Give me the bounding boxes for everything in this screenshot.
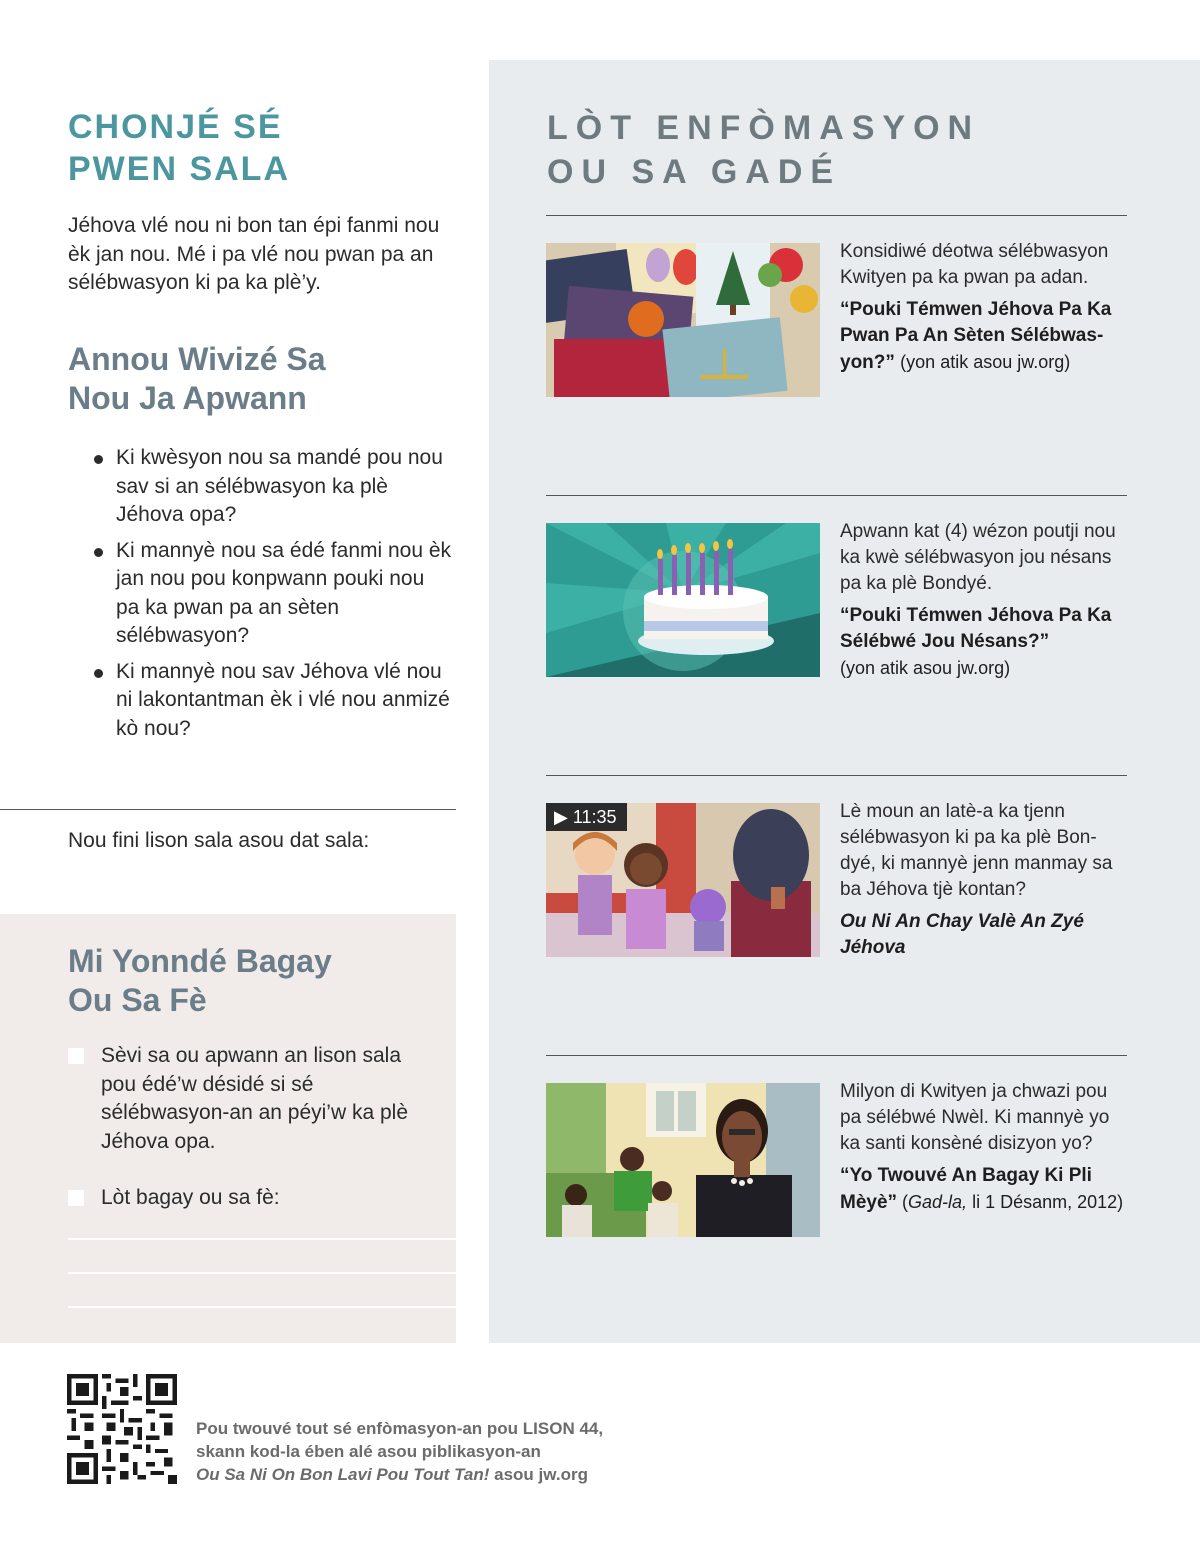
divider (546, 1055, 1127, 1056)
review-title: Annou Wivizé Sa Nou Ja Apwann (68, 341, 326, 416)
summary-title: CHONJÉ SÉ PWEN SALA (68, 108, 290, 188)
goals-panel (0, 914, 456, 1343)
resource-text (840, 1079, 1130, 1216)
holidays-thumbnail[interactable] (546, 243, 820, 397)
review-question: Ki mannyè nou sa édé fanmi nou èk jan nou pou konpwann pouki nou pa ka pwan pa an sèten sélébwasyon? (116, 538, 452, 647)
footer-site: asou jw.org (489, 1465, 588, 1484)
resource-description: Lè moun an latè-a ka tjenn sélébwasyon ki pa ka plè Bon-dyé, ki mannyè jenn manmay sa ba Jéhova tjè kontan? (840, 801, 1113, 900)
list-item (92, 444, 452, 530)
resource-description: Apwann kat (4) wézon poutji nou ka kwè sélébwasyon jou nésans pa ka plè Bondyé. (840, 521, 1116, 594)
write-in-line[interactable] (68, 1306, 456, 1308)
goal-checkbox[interactable] (68, 1190, 84, 1206)
note-magazine-title: Gad-la, (908, 1192, 968, 1212)
divider (546, 495, 1127, 496)
list-item (92, 537, 452, 651)
bullet-icon (94, 548, 103, 557)
resource-note (897, 1192, 1123, 1212)
bullet-icon (94, 455, 103, 464)
birthday-cake-thumbnail[interactable] (546, 523, 820, 677)
review-question: Ki mannyè nou sav Jéhova vlé nou ni lakontantman èk i vlé nou anmizé kò nou? (116, 659, 450, 740)
note-prefix: ( (897, 1192, 909, 1212)
resource-video-link[interactable]: Ou Ni An Chay Valè An Zyé Jéhova (840, 911, 1084, 958)
resource-magazine-link[interactable] (840, 1163, 1130, 1216)
footer-note (196, 1417, 656, 1486)
footer-line (196, 1463, 656, 1486)
list-item (92, 658, 452, 744)
resource-note: (yon atik asou jw.org) (840, 658, 1011, 678)
footer-line: skann kod-la ében alé asou piblikasyon-an (196, 1442, 541, 1461)
resource-text (840, 799, 1130, 961)
resource-description: Milyon di Kwityen ja chwazi pou pa sélébwé Nwèl. Ki mannyè yo ka santi konsèné disizyon yo? (840, 1081, 1110, 1154)
left-column (0, 0, 456, 1343)
birthday-cake-image (546, 523, 820, 677)
write-in-line[interactable] (68, 1272, 456, 1274)
resource-article-link[interactable] (840, 297, 1130, 376)
resource-description: Konsidiwé déotwa sélébwasyon Kwityen pa ka pwan pa adan. (840, 241, 1109, 288)
goal-label: Sèvi sa ou apwann an lison sala pou édé’w désidé si sé sélébwasyon-an an péyi’w ka plè Jéhova opa. (101, 1044, 409, 1153)
footer-line: Pou twouvé tout sé enfòmasyon-an pou LISON 44, (196, 1419, 604, 1438)
goal-item (68, 1184, 408, 1213)
bullet-icon (94, 669, 103, 678)
resource-article-link[interactable] (840, 603, 1130, 682)
resource-link-title[interactable]: “Pouki Témwen Jéhova Pa Ka Pwan Pa An Sèten Sélébwas-yon?” (840, 299, 1112, 373)
goal-checkbox[interactable] (68, 1048, 84, 1064)
family-photo-image (546, 1083, 820, 1237)
review-question-list (92, 444, 452, 750)
resource-note: (yon atik asou jw.org) (900, 352, 1071, 372)
divider (546, 215, 1127, 216)
more-info-title: LÒT ENFÒMASYON OU SA GADÉ (547, 109, 981, 191)
summary-body: Jéhova vlé nou ni bon tan épi fanmi nou èk jan nou. Mé i pa vlé nou pwan pa an sélébwasyon ki pa ka plè’y. (68, 214, 440, 294)
video-thumbnail[interactable] (546, 803, 820, 957)
resource-text (840, 519, 1130, 682)
write-in-line[interactable] (68, 1238, 456, 1240)
resource-text (840, 239, 1130, 376)
divider (0, 809, 456, 810)
woman-portrait-thumbnail[interactable] (546, 1083, 820, 1237)
publication-title[interactable]: Ou Sa Ni On Bon Lavi Pou Tout Tan! (196, 1465, 490, 1484)
resource-link-title[interactable]: “Yo Twouvé An Bagay Ki Pli Mèyè” (840, 1165, 1092, 1213)
note-issue: li 1 Désanm, 2012) (967, 1192, 1124, 1212)
qr-code-icon[interactable] (67, 1374, 177, 1484)
resource-link-title[interactable]: “Pouki Témwen Jéhova Pa Ka Sélébwé Jou Nésans?” (840, 605, 1112, 652)
video-duration-badge: ▶ 11:35 (546, 803, 627, 831)
goal-label: Lòt bagay ou sa fè: (101, 1186, 280, 1209)
review-question: Ki kwèsyon nou sa mandé pou nou sav si an sélébwasyon ka plè Jéhova opa? (116, 446, 443, 526)
goals-title: Mi Yonndé Bagay Ou Sa Fè (68, 943, 332, 1018)
holidays-image (546, 243, 820, 397)
lesson-finished-date-label: Nou fini lison sala asou dat sala: (68, 829, 370, 852)
goal-item (68, 1042, 408, 1156)
divider (546, 775, 1127, 776)
right-column (489, 60, 1200, 1343)
